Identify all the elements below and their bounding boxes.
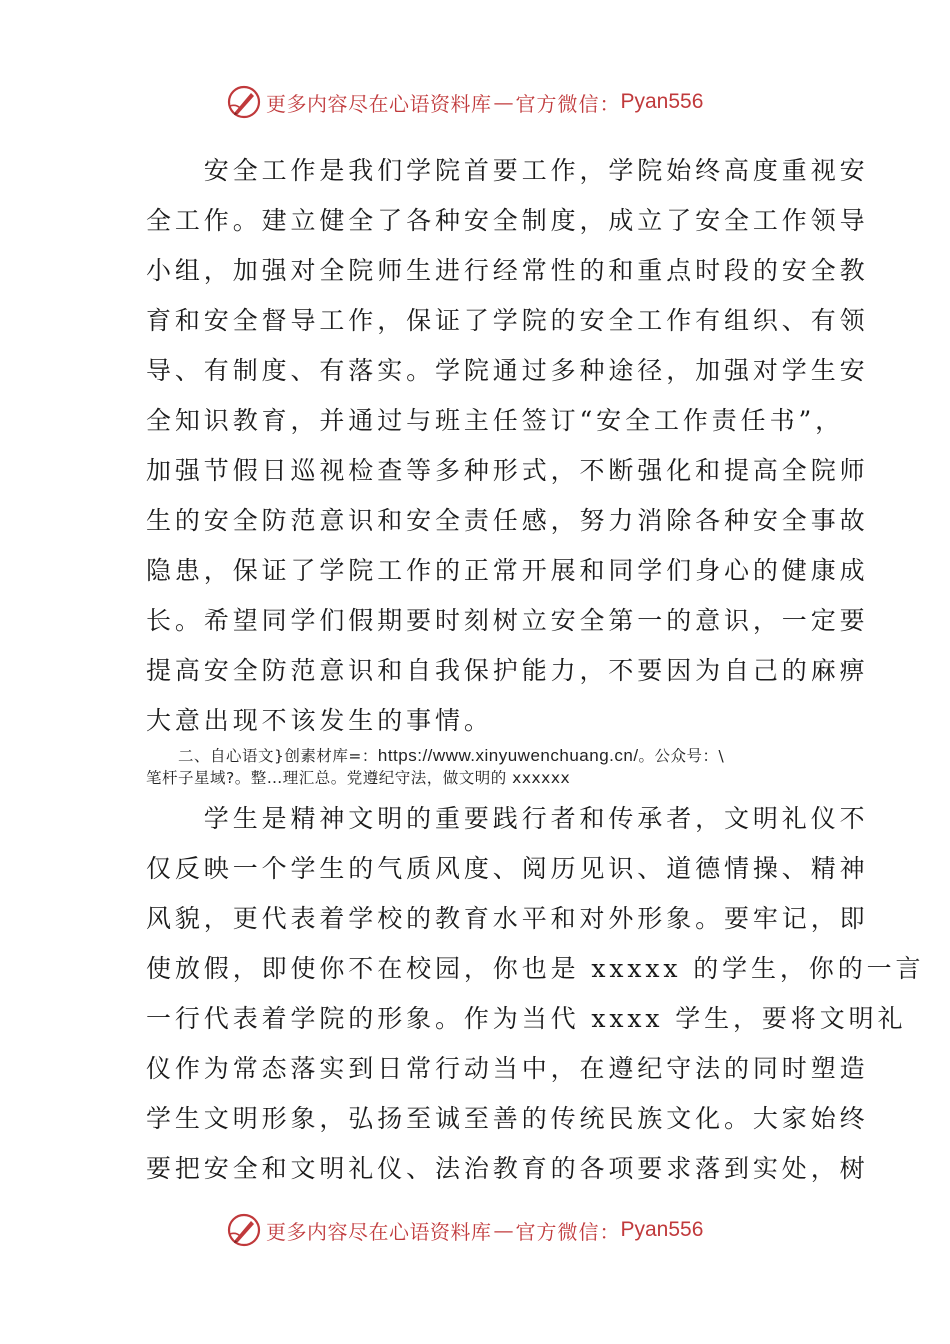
footer-banner: [226, 1210, 703, 1250]
banner-title: 更多内容尽在心语资料库: [266, 1219, 492, 1244]
section-heading-url: https://www.xinyuwenchuang.cn/: [377, 746, 639, 765]
text-line: 全工作。建立健全了各种安全制度，成立了安全工作领导: [146, 206, 869, 235]
text-line: 学生是精神文明的重要践行者和传承者，文明礼仪不: [146, 804, 869, 833]
section-heading-prefix: 二、自心语文}创素材库=：: [146, 747, 378, 765]
text-line: 要把安全和文明礼仪、法治教育的各项要求落到实处，树: [146, 1154, 869, 1183]
section-heading-line-2: 笔杆子星域?。整…理汇总。党遵纪守法，做文明的 xxxxxx: [146, 769, 571, 787]
text-line: 使放假，即使你不在校园，你也是 xxxxx 的学生，你的一言: [146, 954, 925, 983]
text-line: 加强节假日巡视检查等多种形式，不断强化和提高全院师: [146, 456, 869, 485]
banner-wechat-id: Pyan556: [620, 1218, 704, 1241]
banner-wechat-label: 官方微信：: [515, 91, 621, 116]
banner-wechat-label: 官方微信：: [515, 1219, 621, 1244]
pen-logo-icon: [226, 1212, 262, 1248]
text-line: 仪作为常态落实到日常行动当中，在遵纪守法的同时塑造: [146, 1054, 869, 1083]
text-line: 长。希望同学们假期要时刻树立安全第一的意识，一定要: [146, 606, 869, 635]
text-line: 育和安全督导工作，保证了学院的安全工作有组织、有领: [146, 306, 869, 335]
text-line: 一行代表着学院的形象。作为当代 xxxx 学生，要将文明礼: [146, 1004, 907, 1033]
header-banner: [226, 82, 703, 122]
text-line: 小组，加强对全院师生进行经常性的和重点时段的安全教: [146, 256, 869, 285]
text-line: 仅反映一个学生的气质风度、阅历见识、道德情操、精神: [146, 854, 869, 883]
banner-wechat-id: Pyan556: [620, 90, 704, 113]
text-line: 生的安全防范意识和安全责任感，努力消除各种安全事故: [146, 506, 869, 535]
pen-logo-icon: [226, 84, 262, 120]
banner-dash: —: [493, 90, 514, 114]
text-line: 提高安全防范意识和自我保护能力，不要因为自己的麻痹: [146, 656, 869, 685]
section-heading-line-1: [146, 744, 826, 767]
banner-title: 更多内容尽在心语资料库: [266, 91, 492, 116]
text-line: 风貌，更代表着学校的教育水平和对外形象。要牢记，即: [146, 904, 869, 933]
text-line: 安全工作是我们学院首要工作，学院始终高度重视安: [146, 156, 869, 185]
text-line: 学生文明形象，弘扬至诚至善的传统民族文化。大家始终: [146, 1104, 869, 1133]
text-line: 全知识教育，并通过与班主任签订“安全工作责任书”，: [146, 406, 845, 435]
section-heading-suffix: 。公众号：\: [638, 747, 725, 765]
banner-dash: —: [493, 1218, 514, 1242]
paragraph-civility: [146, 794, 925, 1194]
section-heading: [146, 744, 826, 790]
text-line: 大意出现不该发生的事情。: [146, 706, 493, 735]
text-line: 导、有制度、有落实。学院通过多种途径，加强对学生安: [146, 356, 869, 385]
paragraph-safety: [146, 146, 869, 746]
text-line: 隐患，保证了学院工作的正常开展和同学们身心的健康成: [146, 556, 869, 585]
